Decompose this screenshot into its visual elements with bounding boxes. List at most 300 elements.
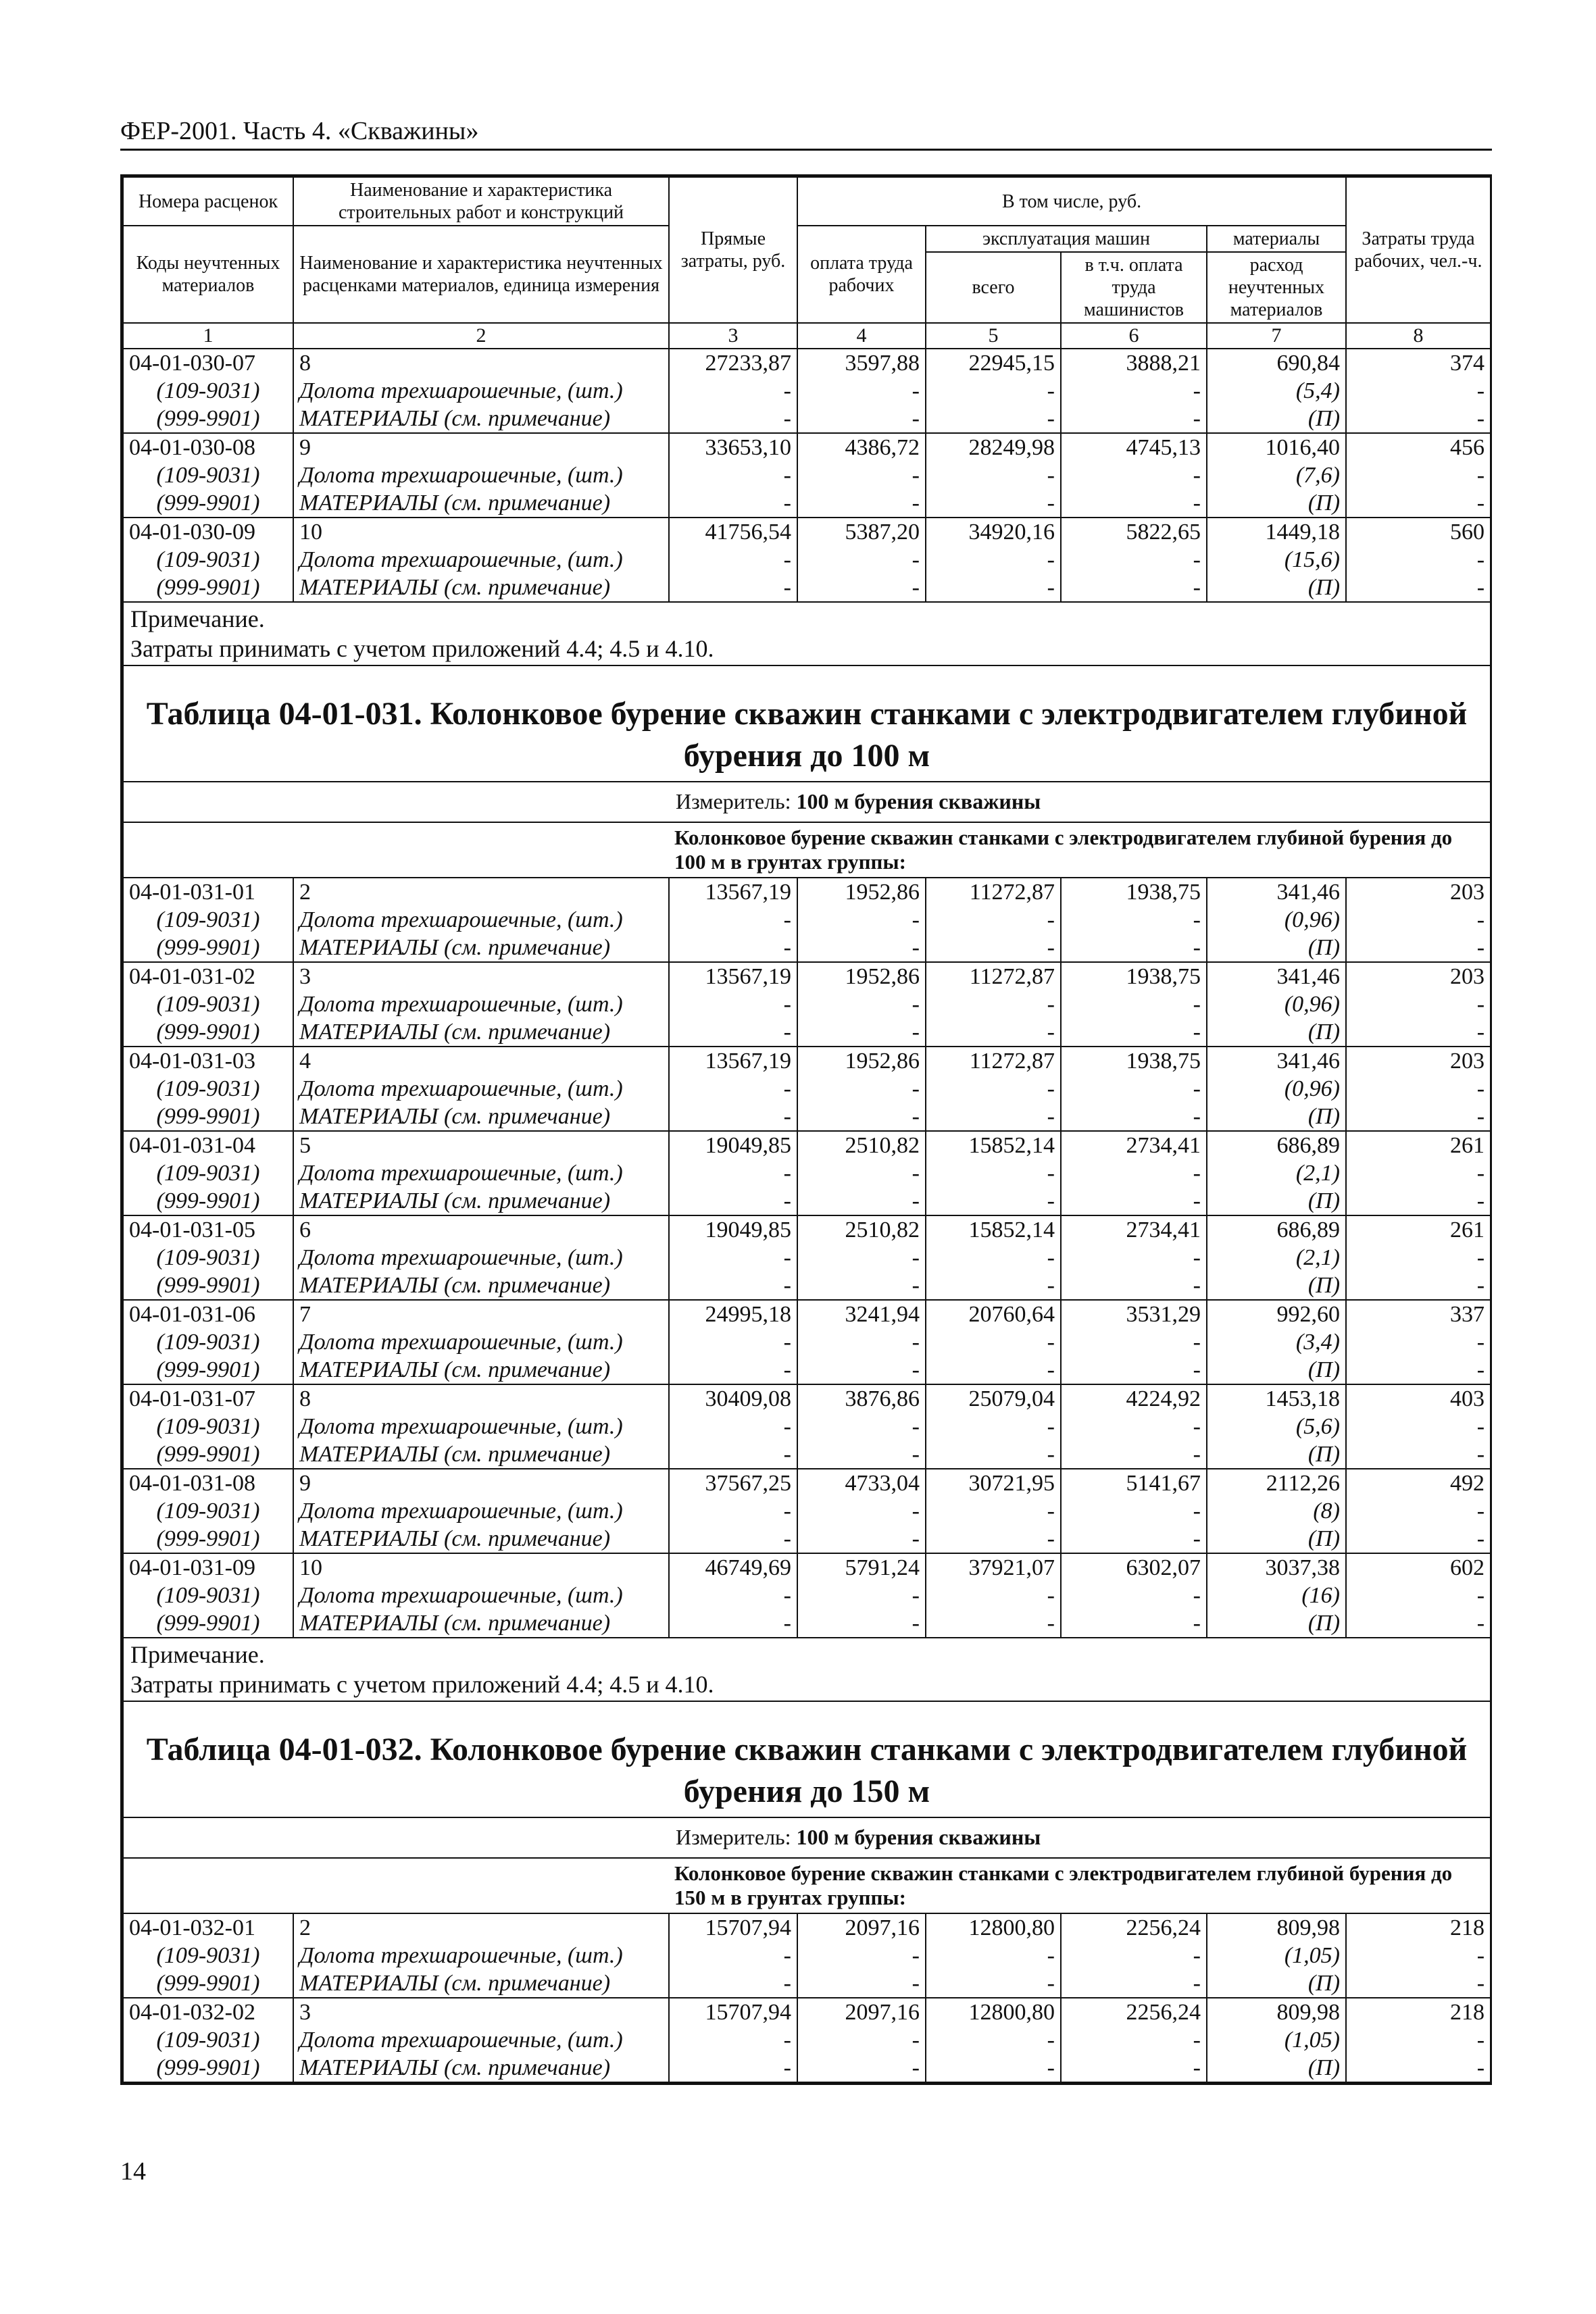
material-code: (999-9901) [123, 1525, 293, 1553]
table-row-material [123, 1609, 1491, 1638]
dash-cell: - [797, 1356, 926, 1384]
dash-cell: - [926, 934, 1061, 962]
meter-spacer [123, 1817, 669, 1858]
direct-costs: 37567,25 [669, 1469, 797, 1497]
material-code: (109-9031) [123, 1582, 293, 1609]
dash-cell: - [797, 990, 926, 1018]
section-title: Таблица 04-01-032. Колонковое бурение скважин станками с электродвигателем глубиной бурения до 150 м [123, 1701, 1491, 1817]
dash-cell: - [797, 574, 926, 602]
dash-cell: - [797, 1525, 926, 1553]
dash-cell: - [669, 489, 797, 518]
table-row-material [123, 1244, 1491, 1272]
dash-cell: - [669, 1018, 797, 1047]
material-code: (109-9031) [123, 546, 293, 574]
rate-code: 04-01-032-01 [123, 1913, 293, 1942]
table-row-material [123, 574, 1491, 602]
direct-costs: 41756,54 [669, 518, 797, 546]
dash-cell: - [1346, 546, 1491, 574]
dash-cell: - [1061, 489, 1207, 518]
table-row-material [123, 990, 1491, 1018]
dash-cell: - [1346, 1609, 1491, 1638]
column-number: 3 [669, 323, 797, 349]
direct-costs: 33653,10 [669, 433, 797, 461]
header-col2-top: Наименование и характеристика строительных работ и конструкций [293, 177, 669, 226]
dash-cell: - [1346, 377, 1491, 405]
meter-row [123, 1817, 1491, 1858]
dash-cell: - [1346, 1159, 1491, 1187]
material-quantity: (П) [1207, 1969, 1346, 1998]
dash-cell: - [797, 1075, 926, 1103]
labor-hours: 218 [1346, 1913, 1491, 1942]
material-quantity: (7,6) [1207, 461, 1346, 489]
meter-label: Измеритель: [676, 789, 797, 813]
material-quantity: (П) [1207, 1525, 1346, 1553]
material-name: Долота трехшарошечные, (шт.) [293, 546, 669, 574]
machines-total: 20760,64 [926, 1300, 1061, 1328]
dash-cell: - [1061, 2054, 1207, 2082]
direct-costs: 13567,19 [669, 1047, 797, 1075]
dash-cell: - [1346, 489, 1491, 518]
dash-cell: - [1061, 1187, 1207, 1215]
dash-cell: - [926, 1187, 1061, 1215]
dash-cell: - [669, 1187, 797, 1215]
table-row-material [123, 377, 1491, 405]
dash-cell: - [669, 1413, 797, 1440]
rate-name: 9 [293, 1469, 669, 1497]
note [123, 602, 1491, 665]
material-name: МАТЕРИАЛЫ (см. примечание) [293, 574, 669, 602]
dash-cell: - [797, 1497, 926, 1525]
machinist-pay: 6302,07 [1061, 1553, 1207, 1582]
material-name: МАТЕРИАЛЫ (см. примечание) [293, 1103, 669, 1131]
material-quantity: (1,05) [1207, 1942, 1346, 1969]
dash-cell: - [669, 1272, 797, 1300]
material-code: (109-9031) [123, 1942, 293, 1969]
dash-cell: - [669, 1103, 797, 1131]
column-number-row [123, 323, 1491, 349]
dash-cell: - [669, 1969, 797, 1998]
header-direct-costs: Прямые затраты, руб. [669, 177, 797, 323]
dash-cell: - [1061, 377, 1207, 405]
dash-cell: - [797, 1582, 926, 1609]
dash-cell: - [926, 377, 1061, 405]
table-row [123, 1998, 1491, 2026]
rate-name: 4 [293, 1047, 669, 1075]
table-row-material [123, 405, 1491, 433]
header-row-1 [123, 177, 1491, 226]
direct-costs: 13567,19 [669, 962, 797, 990]
machinist-pay: 1938,75 [1061, 878, 1207, 906]
material-code: (109-9031) [123, 1328, 293, 1356]
rate-code: 04-01-031-01 [123, 878, 293, 906]
header-col1-bottom: Коды неучтенных материалов [123, 226, 293, 323]
material-name: Долота трехшарошечные, (шт.) [293, 377, 669, 405]
dash-cell: - [669, 461, 797, 489]
dash-cell: - [1061, 1328, 1207, 1356]
dash-cell: - [926, 1356, 1061, 1384]
dash-cell: - [797, 1272, 926, 1300]
dash-cell: - [1061, 1609, 1207, 1638]
rate-name: 10 [293, 1553, 669, 1582]
dash-cell: - [1346, 1328, 1491, 1356]
dash-cell: - [1346, 461, 1491, 489]
dash-cell: - [797, 405, 926, 433]
running-header: ФЕР-2001. Часть 4. «Скважины» [120, 116, 1492, 151]
note-row [123, 602, 1491, 665]
dash-cell: - [1061, 1969, 1207, 1998]
note-text: Затраты принимать с учетом приложений 4.4; 4.5 и 4.10. [130, 1671, 714, 1698]
dash-cell: - [797, 1328, 926, 1356]
rate-name: 3 [293, 1998, 669, 2026]
dash-cell: - [1346, 934, 1491, 962]
labor-hours: 218 [1346, 1998, 1491, 2026]
direct-costs: 19049,85 [669, 1131, 797, 1159]
rate-code: 04-01-032-02 [123, 1998, 293, 2026]
table-row-material [123, 1018, 1491, 1047]
note [123, 1638, 1491, 1701]
labor-hours: 337 [1346, 1300, 1491, 1328]
table-row-material [123, 2054, 1491, 2082]
worker-pay: 2097,16 [797, 1913, 926, 1942]
table-row [123, 1553, 1491, 1582]
dash-cell: - [1061, 1582, 1207, 1609]
dash-cell: - [797, 1942, 926, 1969]
material-name: МАТЕРИАЛЫ (см. примечание) [293, 2054, 669, 2082]
dash-cell: - [669, 2054, 797, 2082]
dash-cell: - [926, 1609, 1061, 1638]
table-row [123, 962, 1491, 990]
rate-code: 04-01-031-09 [123, 1553, 293, 1582]
material-name: МАТЕРИАЛЫ (см. примечание) [293, 1609, 669, 1638]
dash-cell: - [1346, 906, 1491, 934]
material-name: МАТЕРИАЛЫ (см. примечание) [293, 1356, 669, 1384]
machines-total: 11272,87 [926, 962, 1061, 990]
dash-cell: - [797, 1413, 926, 1440]
material-code: (999-9901) [123, 1969, 293, 1998]
dash-cell: - [1346, 1187, 1491, 1215]
table-row-material [123, 1969, 1491, 1998]
material-name: МАТЕРИАЛЫ (см. примечание) [293, 1440, 669, 1469]
material-code: (109-9031) [123, 906, 293, 934]
material-name: Долота трехшарошечные, (шт.) [293, 1244, 669, 1272]
machines-total: 15852,14 [926, 1215, 1061, 1244]
table-row-material [123, 1075, 1491, 1103]
dash-cell: - [926, 1018, 1061, 1047]
section-caption: Колонковое бурение скважин станками с электродвигателем глубиной бурения до 100 м в грунтах группы: [669, 822, 1491, 878]
dash-cell: - [1346, 1497, 1491, 1525]
dash-cell: - [1061, 2026, 1207, 2054]
material-code: (999-9901) [123, 1440, 293, 1469]
rates-table [122, 176, 1491, 2083]
machinist-pay: 1938,75 [1061, 1047, 1207, 1075]
worker-pay: 1952,86 [797, 962, 926, 990]
meter-row [123, 782, 1491, 822]
worker-pay: 4733,04 [797, 1469, 926, 1497]
header-materials-group: материалы [1207, 226, 1346, 252]
material-quantity: (1,05) [1207, 2026, 1346, 2054]
table-row-material [123, 1272, 1491, 1300]
table-row-material [123, 906, 1491, 934]
table-row-material [123, 1440, 1491, 1469]
dash-cell: - [1346, 574, 1491, 602]
materials-value: 686,89 [1207, 1131, 1346, 1159]
dash-cell: - [669, 1440, 797, 1469]
dash-cell: - [926, 906, 1061, 934]
rate-name: 6 [293, 1215, 669, 1244]
dash-cell: - [669, 1075, 797, 1103]
dash-cell: - [797, 1187, 926, 1215]
material-quantity: (8) [1207, 1497, 1346, 1525]
material-quantity: (П) [1207, 1272, 1346, 1300]
materials-value: 341,46 [1207, 1047, 1346, 1075]
material-name: МАТЕРИАЛЫ (см. примечание) [293, 1018, 669, 1047]
dash-cell: - [1061, 546, 1207, 574]
material-quantity: (П) [1207, 934, 1346, 962]
dash-cell: - [926, 1440, 1061, 1469]
dash-cell: - [1061, 990, 1207, 1018]
table-row-material [123, 1525, 1491, 1553]
dash-cell: - [926, 574, 1061, 602]
table-row-material [123, 1582, 1491, 1609]
dash-cell: - [1346, 1525, 1491, 1553]
table-row-material [123, 1328, 1491, 1356]
rate-name: 5 [293, 1131, 669, 1159]
caption-row [123, 1858, 1491, 1913]
note-text: Затраты принимать с учетом приложений 4.4; 4.5 и 4.10. [130, 635, 714, 662]
direct-costs: 15707,94 [669, 1998, 797, 2026]
meter [669, 1817, 1491, 1858]
direct-costs: 46749,69 [669, 1553, 797, 1582]
material-quantity: (П) [1207, 489, 1346, 518]
dash-cell: - [797, 546, 926, 574]
dash-cell: - [926, 1272, 1061, 1300]
dash-cell: - [926, 990, 1061, 1018]
dash-cell: - [797, 934, 926, 962]
machines-total: 15852,14 [926, 1131, 1061, 1159]
material-name: Долота трехшарошечные, (шт.) [293, 461, 669, 489]
note-title: Примечание. [130, 605, 265, 632]
materials-value: 2112,26 [1207, 1469, 1346, 1497]
material-code: (999-9901) [123, 1272, 293, 1300]
dash-cell: - [926, 1413, 1061, 1440]
machinist-pay: 1938,75 [1061, 962, 1207, 990]
dash-cell: - [1346, 1103, 1491, 1131]
dash-cell: - [669, 377, 797, 405]
section-caption: Колонковое бурение скважин станками с электродвигателем глубиной бурения до 150 м в грунтах группы: [669, 1858, 1491, 1913]
section-title: Таблица 04-01-031. Колонковое бурение скважин станками с электродвигателем глубиной бурения до 100 м [123, 665, 1491, 782]
table-row-material [123, 1413, 1491, 1440]
dash-cell: - [1346, 405, 1491, 433]
material-code: (109-9031) [123, 1497, 293, 1525]
note-row [123, 1638, 1491, 1701]
material-quantity: (П) [1207, 2054, 1346, 2082]
rate-code: 04-01-031-06 [123, 1300, 293, 1328]
dash-cell: - [1061, 1525, 1207, 1553]
dash-cell: - [669, 1328, 797, 1356]
meter-label: Измеритель: [676, 1825, 797, 1849]
material-quantity: (П) [1207, 574, 1346, 602]
header-col1-top: Номера расценок [123, 177, 293, 226]
column-number: 4 [797, 323, 926, 349]
dash-cell: - [797, 1609, 926, 1638]
dash-cell: - [797, 2054, 926, 2082]
rate-code: 04-01-030-08 [123, 433, 293, 461]
machines-total: 34920,16 [926, 518, 1061, 546]
materials-value: 1453,18 [1207, 1384, 1346, 1413]
rate-name: 2 [293, 878, 669, 906]
dash-cell: - [669, 1159, 797, 1187]
note-title: Примечание. [130, 1641, 265, 1668]
material-name: Долота трехшарошечные, (шт.) [293, 1159, 669, 1187]
dash-cell: - [926, 1103, 1061, 1131]
material-code: (109-9031) [123, 1159, 293, 1187]
rate-name: 3 [293, 962, 669, 990]
header-labor-hours: Затраты труда рабочих, чел.-ч. [1346, 177, 1491, 323]
rate-name: 8 [293, 1384, 669, 1413]
dash-cell: - [1346, 1942, 1491, 1969]
material-name: МАТЕРИАЛЫ (см. примечание) [293, 1525, 669, 1553]
header-group-including: В том числе, руб. [797, 177, 1346, 226]
dash-cell: - [1061, 1159, 1207, 1187]
machines-total: 12800,80 [926, 1913, 1061, 1942]
material-name: МАТЕРИАЛЫ (см. примечание) [293, 1187, 669, 1215]
material-quantity: (П) [1207, 405, 1346, 433]
header-machines-total: всего [926, 252, 1061, 323]
dash-cell: - [1346, 1413, 1491, 1440]
machines-total: 37921,07 [926, 1553, 1061, 1582]
table-row-material [123, 1187, 1491, 1215]
column-number: 8 [1346, 323, 1491, 349]
machines-total: 11272,87 [926, 1047, 1061, 1075]
direct-costs: 15707,94 [669, 1913, 797, 1942]
worker-pay: 3241,94 [797, 1300, 926, 1328]
worker-pay: 4386,72 [797, 433, 926, 461]
dash-cell: - [797, 461, 926, 489]
meter-value: 100 м бурения скважины [796, 1825, 1041, 1849]
dash-cell: - [1346, 1582, 1491, 1609]
table-row [123, 878, 1491, 906]
material-code: (999-9901) [123, 1103, 293, 1131]
material-quantity: (15,6) [1207, 546, 1346, 574]
header-machinist-pay: в т.ч. оплата труда машинистов [1061, 252, 1207, 323]
direct-costs: 24995,18 [669, 1300, 797, 1328]
material-quantity: (16) [1207, 1582, 1346, 1609]
labor-hours: 456 [1346, 433, 1491, 461]
worker-pay: 1952,86 [797, 878, 926, 906]
page-number: 14 [120, 2157, 146, 2186]
dash-cell: - [797, 906, 926, 934]
dash-cell: - [797, 489, 926, 518]
table-row-material [123, 461, 1491, 489]
table-row [123, 349, 1491, 377]
labor-hours: 203 [1346, 878, 1491, 906]
dash-cell: - [1061, 1356, 1207, 1384]
dash-cell: - [1346, 1018, 1491, 1047]
material-quantity: (П) [1207, 1187, 1346, 1215]
header-unaccounted-materials: расход неучтенных материалов [1207, 252, 1346, 323]
rate-name: 2 [293, 1913, 669, 1942]
dash-cell: - [926, 1525, 1061, 1553]
dash-cell: - [1061, 934, 1207, 962]
labor-hours: 203 [1346, 962, 1491, 990]
machines-total: 28249,98 [926, 433, 1061, 461]
dash-cell: - [1346, 1075, 1491, 1103]
material-quantity: (2,1) [1207, 1244, 1346, 1272]
rate-name: 9 [293, 433, 669, 461]
table-row [123, 1047, 1491, 1075]
dash-cell: - [1061, 1413, 1207, 1440]
dash-cell: - [926, 2026, 1061, 2054]
material-name: МАТЕРИАЛЫ (см. примечание) [293, 405, 669, 433]
rate-code: 04-01-031-03 [123, 1047, 293, 1075]
dash-cell: - [1061, 405, 1207, 433]
material-name: МАТЕРИАЛЫ (см. примечание) [293, 1969, 669, 1998]
dash-cell: - [669, 1497, 797, 1525]
material-code: (109-9031) [123, 990, 293, 1018]
section-title-row [123, 665, 1491, 782]
header-worker-pay: оплата труда рабочих [797, 226, 926, 323]
material-name: Долота трехшарошечные, (шт.) [293, 906, 669, 934]
table-row [123, 1469, 1491, 1497]
table-row [123, 433, 1491, 461]
worker-pay: 5387,20 [797, 518, 926, 546]
caption-row [123, 822, 1491, 878]
material-quantity: (5,6) [1207, 1413, 1346, 1440]
material-code: (999-9901) [123, 1018, 293, 1047]
table-row-material [123, 1497, 1491, 1525]
material-code: (109-9031) [123, 461, 293, 489]
machines-total: 11272,87 [926, 878, 1061, 906]
dash-cell: - [669, 1356, 797, 1384]
material-quantity: (П) [1207, 1440, 1346, 1469]
rate-code: 04-01-030-07 [123, 349, 293, 377]
machinist-pay: 5141,67 [1061, 1469, 1207, 1497]
dash-cell: - [926, 489, 1061, 518]
worker-pay: 2510,82 [797, 1131, 926, 1159]
labor-hours: 560 [1346, 518, 1491, 546]
worker-pay: 5791,24 [797, 1553, 926, 1582]
dash-cell: - [669, 2026, 797, 2054]
dash-cell: - [669, 1244, 797, 1272]
machines-total: 30721,95 [926, 1469, 1061, 1497]
meter-spacer [123, 782, 669, 822]
worker-pay: 3876,86 [797, 1384, 926, 1413]
table-row-material [123, 1159, 1491, 1187]
machinist-pay: 5822,65 [1061, 518, 1207, 546]
dash-cell: - [797, 1969, 926, 1998]
table-row [123, 1384, 1491, 1413]
dash-cell: - [926, 1075, 1061, 1103]
material-name: Долота трехшарошечные, (шт.) [293, 1075, 669, 1103]
material-quantity: (0,96) [1207, 990, 1346, 1018]
dash-cell: - [669, 1582, 797, 1609]
rate-name: 7 [293, 1300, 669, 1328]
header-col2-bottom: Наименование и характеристика неучтенных расценками материалов, единица измерения [293, 226, 669, 323]
dash-cell: - [669, 1942, 797, 1969]
rate-code: 04-01-030-09 [123, 518, 293, 546]
dash-cell: - [926, 1159, 1061, 1187]
dash-cell: - [797, 2026, 926, 2054]
dash-cell: - [1061, 1942, 1207, 1969]
table-row-material [123, 489, 1491, 518]
dash-cell: - [797, 1440, 926, 1469]
dash-cell: - [1346, 1244, 1491, 1272]
material-code: (109-9031) [123, 1244, 293, 1272]
meter-value: 100 м бурения скважины [796, 789, 1041, 813]
material-quantity: (0,96) [1207, 906, 1346, 934]
dash-cell: - [1346, 1440, 1491, 1469]
dash-cell: - [1346, 2026, 1491, 2054]
